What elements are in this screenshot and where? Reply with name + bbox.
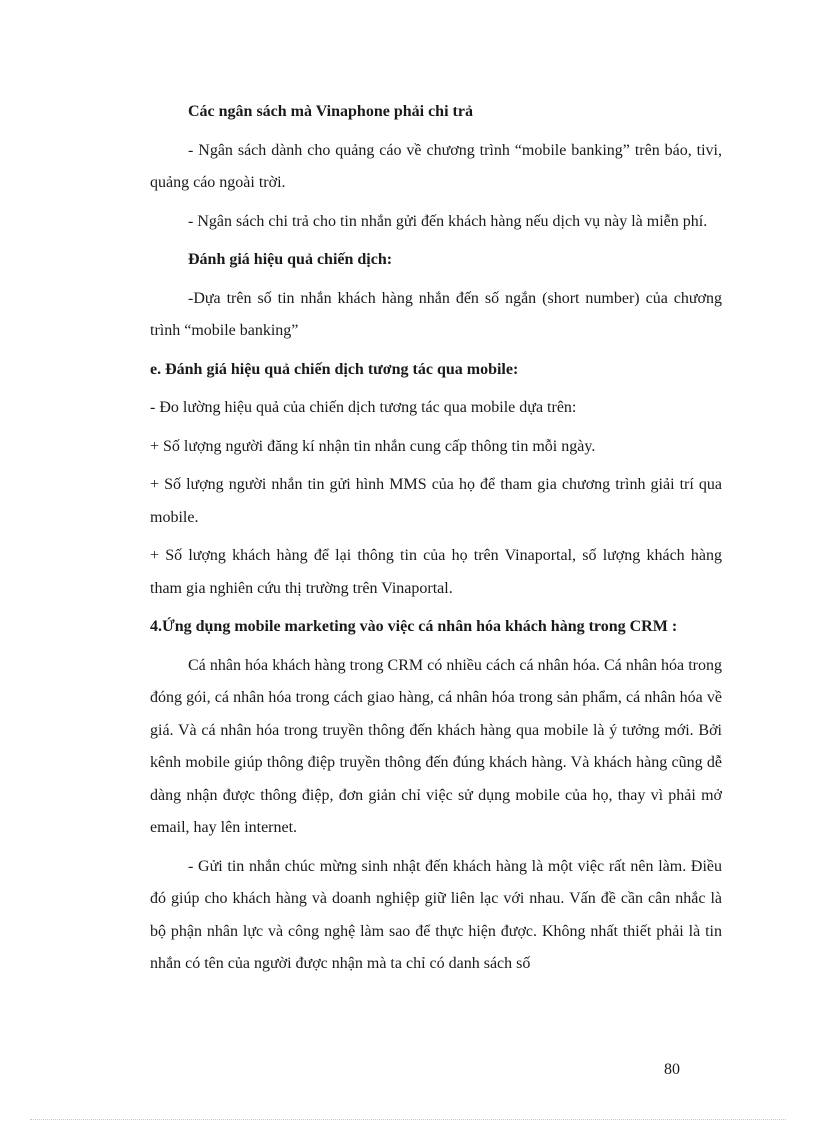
list-item: + Số lượng người đăng kí nhận tin nhắn cung cấp thông tin mỗi ngày. (150, 437, 596, 455)
page-body (150, 96, 722, 981)
section-heading-mobile-interaction: e. Đánh giá hiệu quả chiến dịch tương tác qua mobile: (150, 360, 519, 378)
list-item: + Số lượng khách hàng để lại thông tin của họ trên Vinaportal, số lượng khách hàng tham gia nghiên cứu thị trường trên Vinaportal. (150, 547, 722, 597)
paragraph: - Ngân sách dành cho quảng cáo về chương trình “mobile banking” trên báo, tivi, quảng cáo ngoài trời. (150, 141, 722, 191)
paragraph: - Gửi tin nhắn chúc mừng sinh nhật đến khách hàng là một việc rất nên làm. Điều đó giúp cho khách hàng và doanh nghiệp giữ liên lạc với nhau. Vấn đề cần cân nhắc là bộ phận nhân lực và công nghệ làm sao để thực hiện được. Không nhất thiết phải là tin nhắn có tên của người được nhận mà ta chỉ có danh sách số (150, 857, 722, 972)
list-item: + Số lượng người nhắn tin gửi hình MMS của họ để tham gia chương trình giải trí qua mobile. (150, 476, 722, 526)
paragraph: -Dựa trên số tin nhắn khách hàng nhắn đến số ngắn (short number) của chương trình “mobile banking” (150, 289, 722, 339)
paragraph: - Ngân sách chi trả cho tin nhắn gửi đến khách hàng nếu dịch vụ này là miễn phí. (188, 212, 708, 230)
section-heading-evaluation: Đánh giá hiệu quả chiến dịch: (188, 251, 393, 268)
footer-divider (30, 1119, 786, 1120)
paragraph: Cá nhân hóa khách hàng trong CRM có nhiều cách cá nhân hóa. Cá nhân hóa trong đóng gói, cá nhân hóa trong cách giao hàng, cá nhân hóa trong sản phẩm, cá nhân hóa về giá. Và cá nhân hóa trong truyền thông đến khách hàng qua mobile là ý tưởng mới. Bởi kênh mobile giúp thông điệp truyền thông đến đúng khách hàng. Và khách hàng cũng dễ dàng nhận được thông điệp, đơn giản chỉ việc sử dụng mobile của họ, thay vì phải mở email, hay lên internet. (150, 656, 722, 836)
page-number: 80 (664, 1061, 680, 1078)
paragraph: - Đo lường hiệu quả của chiến dịch tương tác qua mobile dựa trên: (150, 399, 577, 416)
section-heading-crm: 4.Ứng dụng mobile marketing vào việc cá nhân hóa khách hàng trong CRM : (150, 618, 678, 635)
section-heading-budget: Các ngân sách mà Vinaphone phải chi trả (188, 103, 473, 120)
